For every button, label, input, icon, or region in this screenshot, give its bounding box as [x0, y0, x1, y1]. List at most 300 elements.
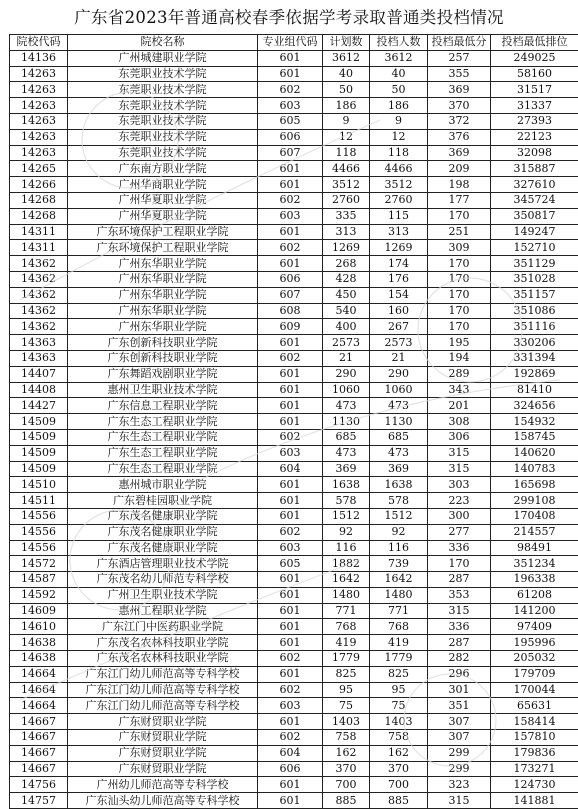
- cell-plan-count: 40: [323, 66, 370, 82]
- table-row: [10, 287, 578, 303]
- table-row: [10, 271, 578, 287]
- cell-group-code: 601: [258, 335, 323, 351]
- cell-group-code: 601: [258, 508, 323, 524]
- cell-min-score: 376: [428, 129, 491, 145]
- cell-plan-count: 400: [323, 319, 370, 335]
- table-row: [10, 208, 578, 224]
- cell-school-name: 东莞职业技术学院: [68, 129, 258, 145]
- cell-group-code: 601: [258, 587, 323, 603]
- cell-group-code: 607: [258, 287, 323, 303]
- cell-group-code: 601: [258, 635, 323, 651]
- cell-admitted-count: 2760: [370, 192, 428, 208]
- cell-plan-count: 578: [323, 493, 370, 509]
- cell-min-score: 194: [428, 350, 491, 366]
- cell-school-code: 14610: [10, 619, 68, 635]
- cell-min-rank: 31517: [491, 82, 578, 98]
- cell-admitted-count: 174: [370, 256, 428, 272]
- cell-plan-count: 92: [323, 524, 370, 540]
- cell-min-score: 307: [428, 730, 491, 746]
- cell-min-score: 201: [428, 398, 491, 414]
- cell-min-rank: 351086: [491, 303, 578, 319]
- table-row: [10, 50, 578, 66]
- table-row: [10, 366, 578, 382]
- cell-school-name: 广东茂名健康职业学院: [68, 540, 258, 556]
- cell-plan-count: 419: [323, 635, 370, 651]
- cell-admitted-count: 370: [370, 761, 428, 777]
- cell-school-code: 14263: [10, 145, 68, 161]
- cell-plan-count: 116: [323, 540, 370, 556]
- cell-admitted-count: 1269: [370, 240, 428, 256]
- cell-min-rank: 32098: [491, 145, 578, 161]
- cell-admitted-count: 825: [370, 666, 428, 682]
- table-row: [10, 666, 578, 682]
- table-row: [10, 730, 578, 746]
- cell-school-name: 惠州卫生职业技术学院: [68, 382, 258, 398]
- cell-group-code: 606: [258, 129, 323, 145]
- cell-admitted-count: 473: [370, 445, 428, 461]
- cell-group-code: 601: [258, 366, 323, 382]
- cell-min-score: 223: [428, 493, 491, 509]
- cell-school-code: 14362: [10, 303, 68, 319]
- cell-school-code: 14638: [10, 635, 68, 651]
- cell-min-rank: 214557: [491, 524, 578, 540]
- cell-min-rank: 351129: [491, 256, 578, 272]
- cell-school-name: 广东环境保护工程职业学院: [68, 224, 258, 240]
- cell-group-code: 604: [258, 461, 323, 477]
- cell-min-score: 277: [428, 524, 491, 540]
- cell-school-code: 14667: [10, 745, 68, 761]
- cell-min-rank: 196338: [491, 572, 578, 588]
- cell-group-code: 601: [258, 603, 323, 619]
- cell-school-code: 14556: [10, 524, 68, 540]
- cell-min-score: 336: [428, 619, 491, 635]
- cell-school-code: 14638: [10, 651, 68, 667]
- cell-plan-count: 335: [323, 208, 370, 224]
- cell-group-code: 604: [258, 745, 323, 761]
- cell-min-rank: 124730: [491, 777, 578, 793]
- cell-plan-count: 1269: [323, 240, 370, 256]
- cell-plan-count: 758: [323, 730, 370, 746]
- cell-plan-count: 2573: [323, 335, 370, 351]
- cell-group-code: 601: [258, 619, 323, 635]
- cell-school-name: 广东江门中医药职业学院: [68, 619, 258, 635]
- cell-min-score: 315: [428, 793, 491, 809]
- cell-min-score: 170: [428, 208, 491, 224]
- cell-admitted-count: 115: [370, 208, 428, 224]
- cell-plan-count: 700: [323, 777, 370, 793]
- cell-min-rank: 154932: [491, 414, 578, 430]
- cell-school-name: 广州华夏职业学院: [68, 192, 258, 208]
- cell-plan-count: 1882: [323, 556, 370, 572]
- cell-plan-count: 771: [323, 603, 370, 619]
- cell-school-code: 14263: [10, 129, 68, 145]
- cell-group-code: 602: [258, 524, 323, 540]
- cell-min-score: 372: [428, 113, 491, 129]
- table-row: [10, 603, 578, 619]
- cell-school-code: 14572: [10, 556, 68, 572]
- table-row: [10, 429, 578, 445]
- cell-min-rank: 165698: [491, 477, 578, 493]
- cell-school-code: 14667: [10, 730, 68, 746]
- cell-plan-count: 1060: [323, 382, 370, 398]
- cell-school-name: 广州城建职业学院: [68, 50, 258, 66]
- cell-school-name: 东莞职业技术学院: [68, 113, 258, 129]
- cell-min-score: 303: [428, 477, 491, 493]
- cell-school-code: 14263: [10, 82, 68, 98]
- cell-school-name: 广州华夏职业学院: [68, 208, 258, 224]
- cell-min-rank: 149247: [491, 224, 578, 240]
- cell-min-rank: 157810: [491, 730, 578, 746]
- cell-min-score: 336: [428, 540, 491, 556]
- cell-admitted-count: 12: [370, 129, 428, 145]
- table-row: [10, 761, 578, 777]
- table-row: [10, 540, 578, 556]
- cell-school-name: 广东茂名健康职业学院: [68, 524, 258, 540]
- cell-school-name: 广东茂名农林科技职业学院: [68, 651, 258, 667]
- cell-min-score: 195: [428, 335, 491, 351]
- cell-group-code: 601: [258, 793, 323, 809]
- cell-plan-count: 12: [323, 129, 370, 145]
- page-title: 广东省2023年普通高校春季依据学考录取普通类投档情况: [0, 4, 578, 32]
- cell-group-code: 601: [258, 66, 323, 82]
- cell-group-code: 606: [258, 271, 323, 287]
- cell-min-score: 170: [428, 319, 491, 335]
- cell-min-rank: 152710: [491, 240, 578, 256]
- cell-school-name: 广东生态工程职业学院: [68, 445, 258, 461]
- cell-plan-count: 186: [323, 98, 370, 114]
- cell-min-score: 300: [428, 508, 491, 524]
- cell-min-score: 198: [428, 177, 491, 193]
- table-row: [10, 635, 578, 651]
- cell-admitted-count: 739: [370, 556, 428, 572]
- cell-school-code: 14263: [10, 66, 68, 82]
- cell-min-rank: 170044: [491, 682, 578, 698]
- cell-min-score: 296: [428, 666, 491, 682]
- table-row: [10, 350, 578, 366]
- cell-school-code: 14592: [10, 587, 68, 603]
- cell-group-code: 601: [258, 50, 323, 66]
- cell-min-score: 170: [428, 303, 491, 319]
- table-row: [10, 192, 578, 208]
- cell-group-code: 601: [258, 572, 323, 588]
- cell-min-score: 170: [428, 256, 491, 272]
- cell-plan-count: 75: [323, 698, 370, 714]
- cell-group-code: 609: [258, 319, 323, 335]
- cell-admitted-count: 3512: [370, 177, 428, 193]
- cell-group-code: 602: [258, 192, 323, 208]
- cell-admitted-count: 885: [370, 793, 428, 809]
- cell-group-code: 602: [258, 730, 323, 746]
- cell-group-code: 601: [258, 382, 323, 398]
- table-row: [10, 714, 578, 730]
- cell-min-score: 355: [428, 66, 491, 82]
- cell-group-code: 603: [258, 698, 323, 714]
- cell-group-code: 601: [258, 666, 323, 682]
- cell-admitted-count: 313: [370, 224, 428, 240]
- cell-plan-count: 685: [323, 429, 370, 445]
- cell-admitted-count: 4466: [370, 161, 428, 177]
- cell-admitted-count: 700: [370, 777, 428, 793]
- cell-admitted-count: 578: [370, 493, 428, 509]
- header-min-rank: 投档最低排位: [491, 35, 578, 51]
- cell-plan-count: 885: [323, 793, 370, 809]
- table-row: [10, 319, 578, 335]
- table-row: [10, 145, 578, 161]
- cell-school-code: 14667: [10, 714, 68, 730]
- cell-school-name: 广东舞蹈戏剧职业学院: [68, 366, 258, 382]
- cell-group-code: 601: [258, 161, 323, 177]
- cell-school-name: 东莞职业技术学院: [68, 66, 258, 82]
- cell-group-code: 605: [258, 113, 323, 129]
- cell-admitted-count: 1403: [370, 714, 428, 730]
- cell-plan-count: 540: [323, 303, 370, 319]
- cell-plan-count: 290: [323, 366, 370, 382]
- cell-min-score: 323: [428, 777, 491, 793]
- cell-school-name: 广东创新科技职业学院: [68, 335, 258, 351]
- cell-min-rank: 179836: [491, 745, 578, 761]
- cell-school-name: 广州东华职业学院: [68, 271, 258, 287]
- cell-plan-count: 9: [323, 113, 370, 129]
- cell-min-rank: 351157: [491, 287, 578, 303]
- cell-school-code: 14407: [10, 366, 68, 382]
- cell-min-rank: 141200: [491, 603, 578, 619]
- cell-min-rank: 350817: [491, 208, 578, 224]
- cell-school-code: 14266: [10, 177, 68, 193]
- cell-group-code: 601: [258, 177, 323, 193]
- table-row: [10, 98, 578, 114]
- cell-admitted-count: 154: [370, 287, 428, 303]
- cell-group-code: 601: [258, 777, 323, 793]
- cell-group-code: 603: [258, 208, 323, 224]
- cell-school-name: 广东茂名健康职业学院: [68, 508, 258, 524]
- cell-group-code: 606: [258, 761, 323, 777]
- cell-school-code: 14664: [10, 682, 68, 698]
- cell-school-name: 广东茂名幼儿师范专科学校: [68, 572, 258, 588]
- table-row: [10, 619, 578, 635]
- cell-school-name: 东莞职业技术学院: [68, 82, 258, 98]
- cell-min-score: 289: [428, 366, 491, 382]
- cell-admitted-count: 2573: [370, 335, 428, 351]
- table-row: [10, 556, 578, 572]
- cell-school-name: 广州东华职业学院: [68, 319, 258, 335]
- cell-min-score: 287: [428, 635, 491, 651]
- table-row: [10, 508, 578, 524]
- cell-min-score: 299: [428, 745, 491, 761]
- cell-school-code: 14263: [10, 113, 68, 129]
- cell-school-code: 14609: [10, 603, 68, 619]
- cell-school-code: 14510: [10, 477, 68, 493]
- cell-admitted-count: 50: [370, 82, 428, 98]
- cell-admitted-count: 369: [370, 461, 428, 477]
- cell-admitted-count: 768: [370, 619, 428, 635]
- cell-group-code: 601: [258, 414, 323, 430]
- table-row: [10, 682, 578, 698]
- table-row: [10, 524, 578, 540]
- cell-school-code: 14362: [10, 287, 68, 303]
- cell-admitted-count: 9: [370, 113, 428, 129]
- cell-group-code: 602: [258, 682, 323, 698]
- cell-group-code: 601: [258, 714, 323, 730]
- cell-school-code: 14509: [10, 445, 68, 461]
- cell-min-rank: 173271: [491, 761, 578, 777]
- cell-min-rank: 351028: [491, 271, 578, 287]
- header-group-code: 专业组代码: [258, 35, 323, 51]
- header-admitted-count: 投档人数: [370, 35, 428, 51]
- cell-school-name: 广东财贸职业学院: [68, 745, 258, 761]
- cell-school-name: 广东环境保护工程职业学院: [68, 240, 258, 256]
- table-row: [10, 224, 578, 240]
- cell-group-code: 601: [258, 224, 323, 240]
- cell-min-score: 251: [428, 224, 491, 240]
- cell-min-score: 369: [428, 145, 491, 161]
- table-row: [10, 398, 578, 414]
- cell-plan-count: 313: [323, 224, 370, 240]
- cell-school-code: 14408: [10, 382, 68, 398]
- cell-admitted-count: 771: [370, 603, 428, 619]
- table-row: [10, 587, 578, 603]
- cell-school-code: 14756: [10, 777, 68, 793]
- cell-plan-count: 50: [323, 82, 370, 98]
- cell-min-rank: 97409: [491, 619, 578, 635]
- cell-group-code: 601: [258, 256, 323, 272]
- cell-plan-count: 1403: [323, 714, 370, 730]
- table-row: [10, 477, 578, 493]
- cell-school-code: 14268: [10, 192, 68, 208]
- table-row: [10, 240, 578, 256]
- cell-school-code: 14664: [10, 666, 68, 682]
- cell-min-score: 209: [428, 161, 491, 177]
- cell-min-rank: 351116: [491, 319, 578, 335]
- table-row: [10, 177, 578, 193]
- cell-min-rank: 195996: [491, 635, 578, 651]
- cell-school-name: 广东碧桂园职业学院: [68, 493, 258, 509]
- cell-min-rank: 249025: [491, 50, 578, 66]
- cell-plan-count: 1638: [323, 477, 370, 493]
- table-row: [10, 445, 578, 461]
- cell-admitted-count: 1642: [370, 572, 428, 588]
- cell-school-name: 广州东华职业学院: [68, 303, 258, 319]
- cell-plan-count: 162: [323, 745, 370, 761]
- cell-admitted-count: 758: [370, 730, 428, 746]
- cell-school-code: 14268: [10, 208, 68, 224]
- cell-plan-count: 1779: [323, 651, 370, 667]
- cell-min-rank: 140783: [491, 461, 578, 477]
- cell-school-name: 广东财贸职业学院: [68, 761, 258, 777]
- cell-admitted-count: 160: [370, 303, 428, 319]
- cell-admitted-count: 1512: [370, 508, 428, 524]
- cell-min-rank: 315887: [491, 161, 578, 177]
- cell-school-code: 14311: [10, 224, 68, 240]
- cell-plan-count: 1130: [323, 414, 370, 430]
- cell-plan-count: 370: [323, 761, 370, 777]
- cell-plan-count: 473: [323, 398, 370, 414]
- cell-school-code: 14363: [10, 350, 68, 366]
- table-row: [10, 493, 578, 509]
- cell-school-name: 广东江门幼儿师范高等专科学校: [68, 682, 258, 698]
- cell-school-name: 广东生态工程职业学院: [68, 461, 258, 477]
- cell-plan-count: 1512: [323, 508, 370, 524]
- cell-admitted-count: 1779: [370, 651, 428, 667]
- cell-admitted-count: 116: [370, 540, 428, 556]
- cell-admitted-count: 685: [370, 429, 428, 445]
- cell-school-name: 广东南方职业学院: [68, 161, 258, 177]
- table-row: [10, 66, 578, 82]
- cell-min-score: 370: [428, 98, 491, 114]
- cell-admitted-count: 3612: [370, 50, 428, 66]
- table-row: [10, 82, 578, 98]
- cell-school-code: 14509: [10, 429, 68, 445]
- cell-group-code: 602: [258, 651, 323, 667]
- cell-min-score: 315: [428, 603, 491, 619]
- cell-school-name: 东莞职业技术学院: [68, 145, 258, 161]
- cell-min-rank: 140620: [491, 445, 578, 461]
- cell-school-name: 惠州城市职业学院: [68, 477, 258, 493]
- cell-school-name: 广东生态工程职业学院: [68, 429, 258, 445]
- cell-min-rank: 170408: [491, 508, 578, 524]
- table-row: [10, 414, 578, 430]
- cell-min-score: 306: [428, 429, 491, 445]
- cell-min-score: 299: [428, 761, 491, 777]
- cell-min-score: 308: [428, 414, 491, 430]
- header-plan-count: 计划数: [323, 35, 370, 51]
- cell-school-name: 广州华商职业学院: [68, 177, 258, 193]
- cell-school-code: 14587: [10, 572, 68, 588]
- cell-admitted-count: 419: [370, 635, 428, 651]
- cell-min-score: 353: [428, 587, 491, 603]
- cell-school-name: 广东生态工程职业学院: [68, 414, 258, 430]
- cell-group-code: 607: [258, 145, 323, 161]
- cell-school-name: 东莞职业技术学院: [68, 98, 258, 114]
- cell-school-code: 14362: [10, 256, 68, 272]
- cell-plan-count: 21: [323, 350, 370, 366]
- cell-min-rank: 192869: [491, 366, 578, 382]
- cell-school-name: 广州幼儿师范高等专科学校: [68, 777, 258, 793]
- cell-min-rank: 330206: [491, 335, 578, 351]
- table-header-row: [10, 35, 578, 51]
- cell-plan-count: 1642: [323, 572, 370, 588]
- cell-group-code: 608: [258, 303, 323, 319]
- cell-school-code: 14509: [10, 414, 68, 430]
- header-school-name: 院校名称: [68, 35, 258, 51]
- cell-min-rank: 81410: [491, 382, 578, 398]
- cell-admitted-count: 118: [370, 145, 428, 161]
- cell-group-code: 601: [258, 477, 323, 493]
- admission-table: [9, 34, 578, 809]
- cell-school-code: 14362: [10, 319, 68, 335]
- cell-min-score: 301: [428, 682, 491, 698]
- cell-plan-count: 3512: [323, 177, 370, 193]
- cell-admitted-count: 40: [370, 66, 428, 82]
- table-row: [10, 113, 578, 129]
- cell-group-code: 602: [258, 350, 323, 366]
- cell-min-rank: 345724: [491, 192, 578, 208]
- cell-plan-count: 2760: [323, 192, 370, 208]
- cell-plan-count: 4466: [323, 161, 370, 177]
- table-row: [10, 303, 578, 319]
- cell-plan-count: 118: [323, 145, 370, 161]
- cell-admitted-count: 92: [370, 524, 428, 540]
- cell-school-name: 广东江门幼儿师范高等专科学校: [68, 666, 258, 682]
- cell-plan-count: 1480: [323, 587, 370, 603]
- table-row: [10, 651, 578, 667]
- cell-school-code: 14509: [10, 461, 68, 477]
- cell-school-code: 14263: [10, 98, 68, 114]
- cell-admitted-count: 473: [370, 398, 428, 414]
- cell-school-name: 广州东华职业学院: [68, 256, 258, 272]
- cell-admitted-count: 290: [370, 366, 428, 382]
- cell-school-name: 广东财贸职业学院: [68, 714, 258, 730]
- table-body: [10, 50, 578, 808]
